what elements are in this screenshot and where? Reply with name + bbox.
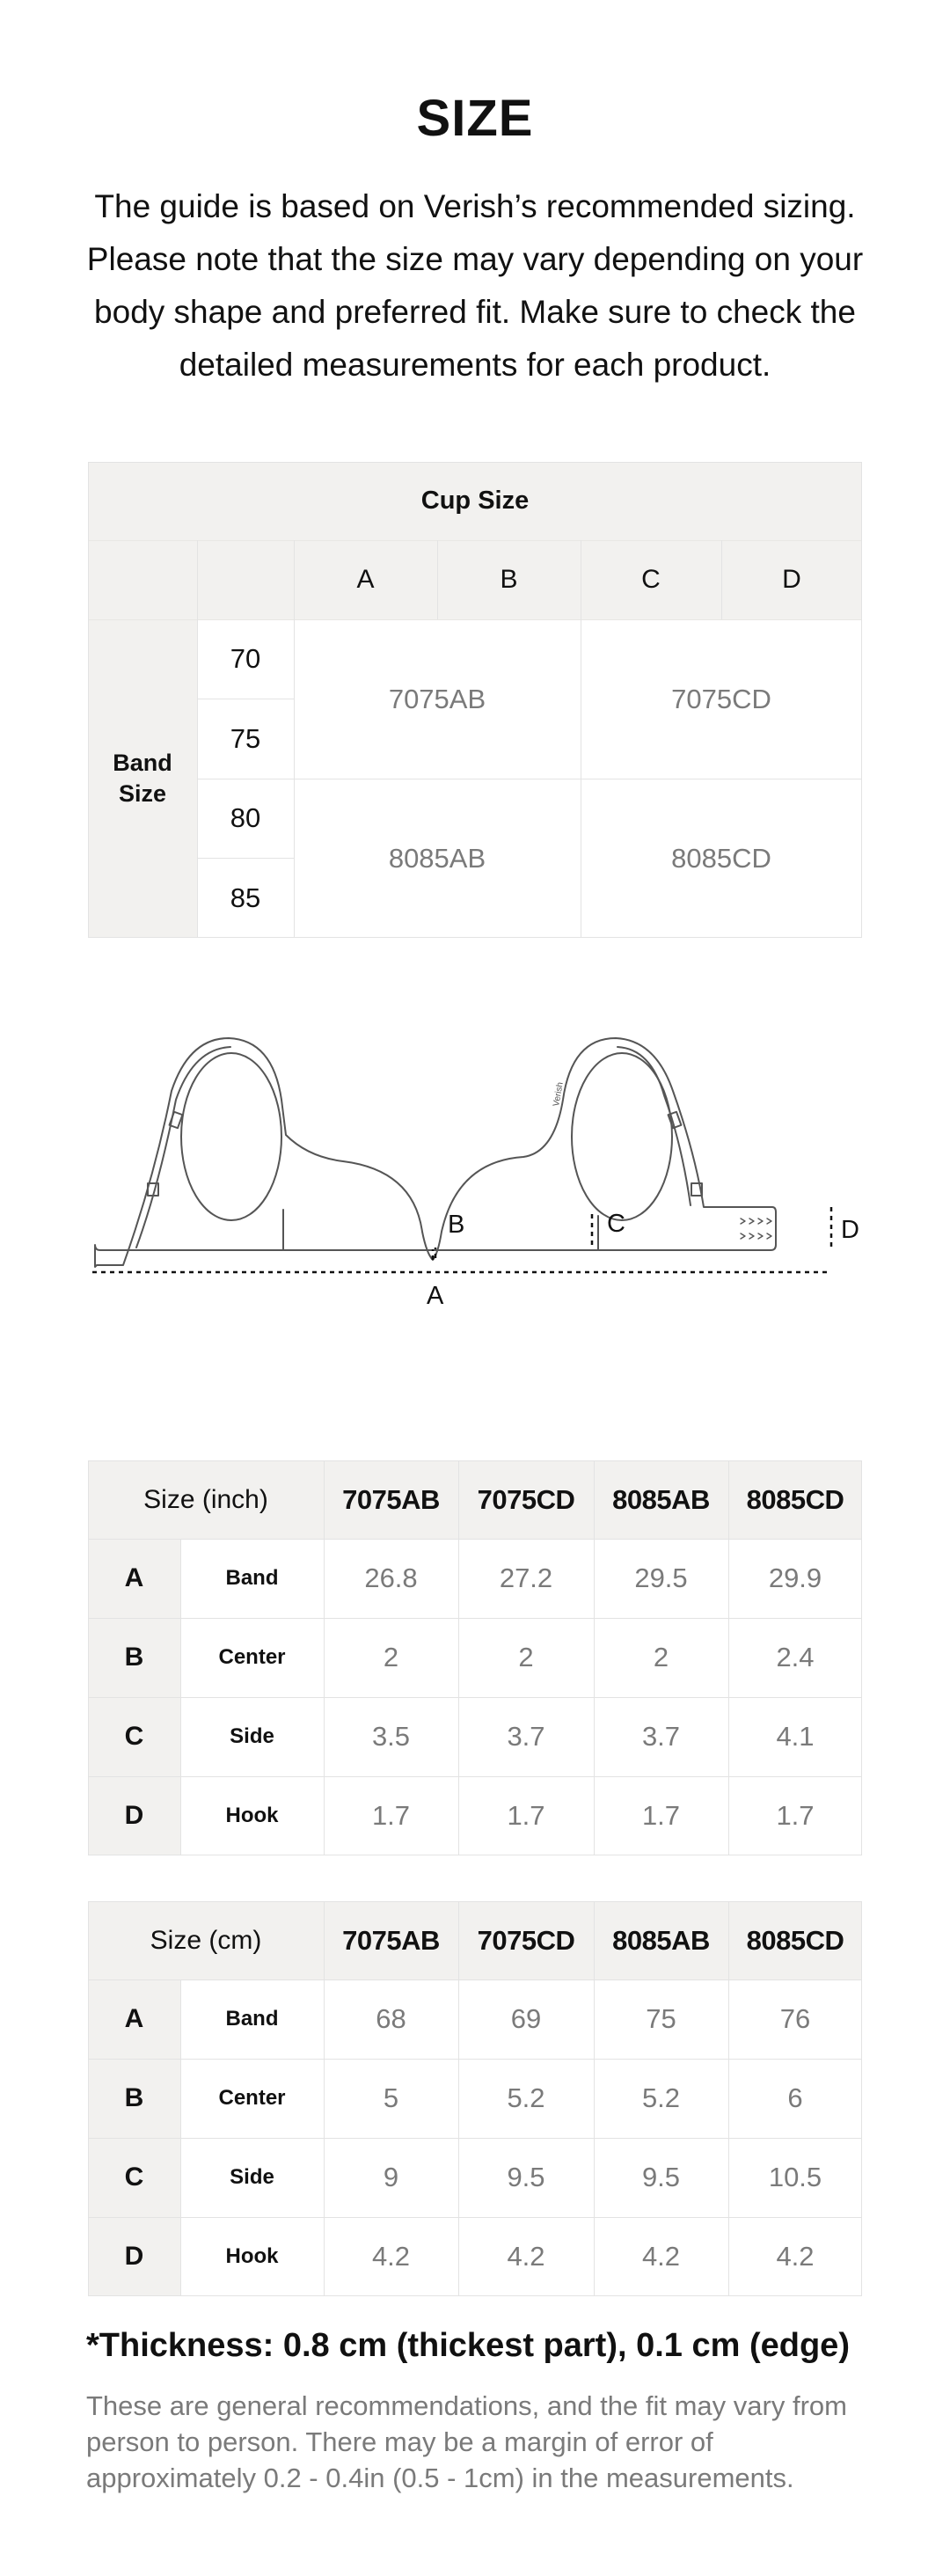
grid-line — [88, 2217, 862, 2218]
size-code: 8085AB — [388, 842, 486, 874]
grid-line — [180, 1980, 181, 2296]
measure-value: 5.2 — [507, 2082, 545, 2113]
measure-value: 29.9 — [768, 1562, 822, 1593]
grid-line — [861, 1460, 862, 1855]
size-column-header: 7075CD — [477, 1924, 575, 1956]
cup-size-title: Cup Size — [420, 487, 530, 515]
cup-letter: C — [641, 565, 661, 594]
grid-line — [88, 1901, 862, 1902]
measure-value: 10.5 — [768, 2162, 822, 2192]
band-number: 80 — [230, 802, 261, 833]
intro-text — [70, 180, 880, 392]
size-column-header: 8085AB — [612, 1483, 710, 1515]
intro-line: The guide is based on Verish’s recommended sizing. — [94, 188, 856, 224]
measure-letter: D — [124, 2242, 144, 2271]
grid-line — [728, 1460, 729, 1855]
page-title: SIZE — [416, 90, 534, 147]
intro-line: detailed measurements for each product. — [179, 347, 771, 383]
grid-line — [458, 1460, 459, 1855]
table-unit-header: Size (cm) — [150, 1925, 262, 1955]
measure-name: Band — [225, 1566, 279, 1590]
grid-line — [88, 619, 862, 620]
measure-value: 27.2 — [499, 1562, 553, 1593]
measure-value: 3.7 — [507, 1721, 545, 1752]
measure-letter: A — [124, 1563, 144, 1592]
cup-letter: B — [500, 565, 518, 594]
note-line: person to person. There may be a margin of error of — [86, 2426, 713, 2457]
table-unit-header: Size (inch) — [143, 1484, 268, 1514]
measure-value: 68 — [376, 2003, 406, 2034]
measure-name: Center — [218, 2086, 286, 2110]
intro-line: Please note that the size may vary depending on your — [86, 241, 864, 277]
cup-size-header — [88, 462, 862, 540]
measure-value: 75 — [646, 2003, 676, 2034]
size-code: 7075AB — [388, 683, 486, 714]
grid-line — [88, 1460, 862, 1461]
measure-value: 1.7 — [776, 1800, 815, 1831]
measure-letter: B — [124, 1643, 144, 1672]
bra-measurement-diagram — [88, 1029, 880, 1381]
measure-value: 1.7 — [371, 1800, 411, 1831]
band-size-label — [113, 748, 172, 809]
measure-name: Hook — [225, 1804, 279, 1827]
measure-value: 2 — [653, 1642, 669, 1672]
grid-line — [861, 462, 862, 938]
measure-value: 2.4 — [776, 1642, 815, 1672]
grid-line — [88, 1776, 862, 1777]
grid-line — [88, 937, 862, 938]
measure-value: 4.2 — [641, 2241, 681, 2272]
grid-line — [88, 1901, 89, 2296]
grid-line — [437, 540, 438, 619]
disclaimer-note — [86, 2388, 878, 2496]
grid-line — [180, 1539, 181, 1855]
size-code: 8085CD — [671, 842, 771, 874]
size-column-header: 7075AB — [342, 1924, 440, 1956]
band-label-line: Band — [113, 750, 172, 776]
grid-line — [88, 1697, 862, 1698]
measure-value: 5 — [383, 2082, 399, 2113]
measure-letter: C — [124, 1722, 144, 1751]
measure-value: 9.5 — [641, 2162, 681, 2192]
label-d: D — [841, 1216, 859, 1244]
band-number: 70 — [230, 643, 261, 674]
size-column-header: 8085CD — [746, 1924, 844, 1956]
measure-value: 69 — [510, 2003, 542, 2034]
band-number: 85 — [230, 882, 261, 913]
measure-value: 3.7 — [641, 1721, 681, 1752]
note-line: These are general recommendations, and the fit may vary from — [86, 2390, 847, 2421]
grid-line — [324, 1460, 325, 1855]
grid-line — [728, 1901, 729, 2296]
measure-value: 9 — [383, 2162, 399, 2192]
measure-value: 76 — [779, 2003, 811, 2034]
measure-value: 4.2 — [507, 2241, 545, 2272]
measure-letter: D — [124, 1801, 144, 1830]
measure-name: Side — [230, 2165, 274, 2189]
grid-line — [88, 462, 89, 938]
measure-value: 4.1 — [776, 1721, 815, 1752]
measure-value: 1.7 — [507, 1800, 545, 1831]
grid-line — [294, 540, 295, 938]
band-number: 75 — [230, 722, 261, 754]
grid-line — [861, 1901, 862, 2296]
thickness-note: *Thickness: 0.8 cm (thickest part), 0.1 cm (edge) — [86, 2327, 850, 2364]
cup-letter: D — [782, 565, 801, 594]
measure-value: 2 — [383, 1642, 399, 1672]
note-line: approximately 0.2 - 0.4in (0.5 - 1cm) in the measurements. — [86, 2463, 794, 2493]
grid-line — [88, 2295, 862, 2296]
grid-line — [721, 540, 722, 619]
measure-value: 4.2 — [371, 2241, 411, 2272]
measure-value: 2 — [518, 1642, 534, 1672]
size-inch-table — [88, 1460, 862, 1856]
measure-value: 1.7 — [641, 1800, 681, 1831]
measure-value: 29.5 — [634, 1562, 688, 1593]
cup-letter: A — [356, 565, 375, 594]
label-b: B — [448, 1211, 465, 1239]
grid-line — [197, 540, 198, 938]
grid-line — [458, 1901, 459, 2296]
measure-value: 5.2 — [641, 2082, 681, 2113]
measure-letter: A — [124, 2004, 144, 2033]
measure-value: 9.5 — [507, 2162, 545, 2192]
measure-name: Side — [230, 1724, 274, 1748]
grid-line — [88, 2059, 862, 2060]
bra-illustration — [88, 1029, 880, 1381]
grid-line — [88, 462, 862, 463]
intro-line: body shape and preferred fit. Make sure to check the — [94, 294, 856, 330]
size-column-header: 8085AB — [612, 1924, 710, 1956]
corner-cell — [88, 540, 197, 619]
grid-line — [88, 1460, 89, 1855]
label-a: A — [427, 1282, 444, 1310]
grid-line — [594, 1460, 595, 1855]
measure-letter: C — [124, 2163, 144, 2192]
grid-line — [88, 2138, 862, 2139]
grid-line — [197, 858, 294, 859]
grid-line — [324, 1901, 325, 2296]
brand-mark: Verish — [552, 1081, 566, 1108]
size-cm-table — [88, 1901, 862, 2296]
band-size-label-cell — [88, 619, 197, 938]
measure-value: 6 — [787, 2082, 803, 2113]
measure-name: Band — [225, 2007, 279, 2031]
size-column-header: 7075CD — [477, 1483, 575, 1515]
measure-value: 4.2 — [776, 2241, 815, 2272]
measure-letter: B — [124, 2083, 144, 2112]
cup-size-table — [88, 462, 862, 938]
band-label-line: Size — [118, 780, 167, 807]
measure-value: 26.8 — [364, 1562, 418, 1593]
size-column-header: 7075AB — [342, 1483, 440, 1515]
grid-line — [594, 1901, 595, 2296]
size-column-header: 8085CD — [746, 1483, 844, 1515]
grid-line — [88, 1618, 862, 1619]
measure-name: Center — [218, 1645, 286, 1669]
size-code: 7075CD — [671, 683, 771, 714]
measure-name: Hook — [225, 2244, 279, 2268]
grid-line — [88, 1539, 862, 1540]
measure-value: 3.5 — [371, 1721, 411, 1752]
grid-line — [88, 540, 862, 541]
label-c: C — [607, 1210, 625, 1238]
